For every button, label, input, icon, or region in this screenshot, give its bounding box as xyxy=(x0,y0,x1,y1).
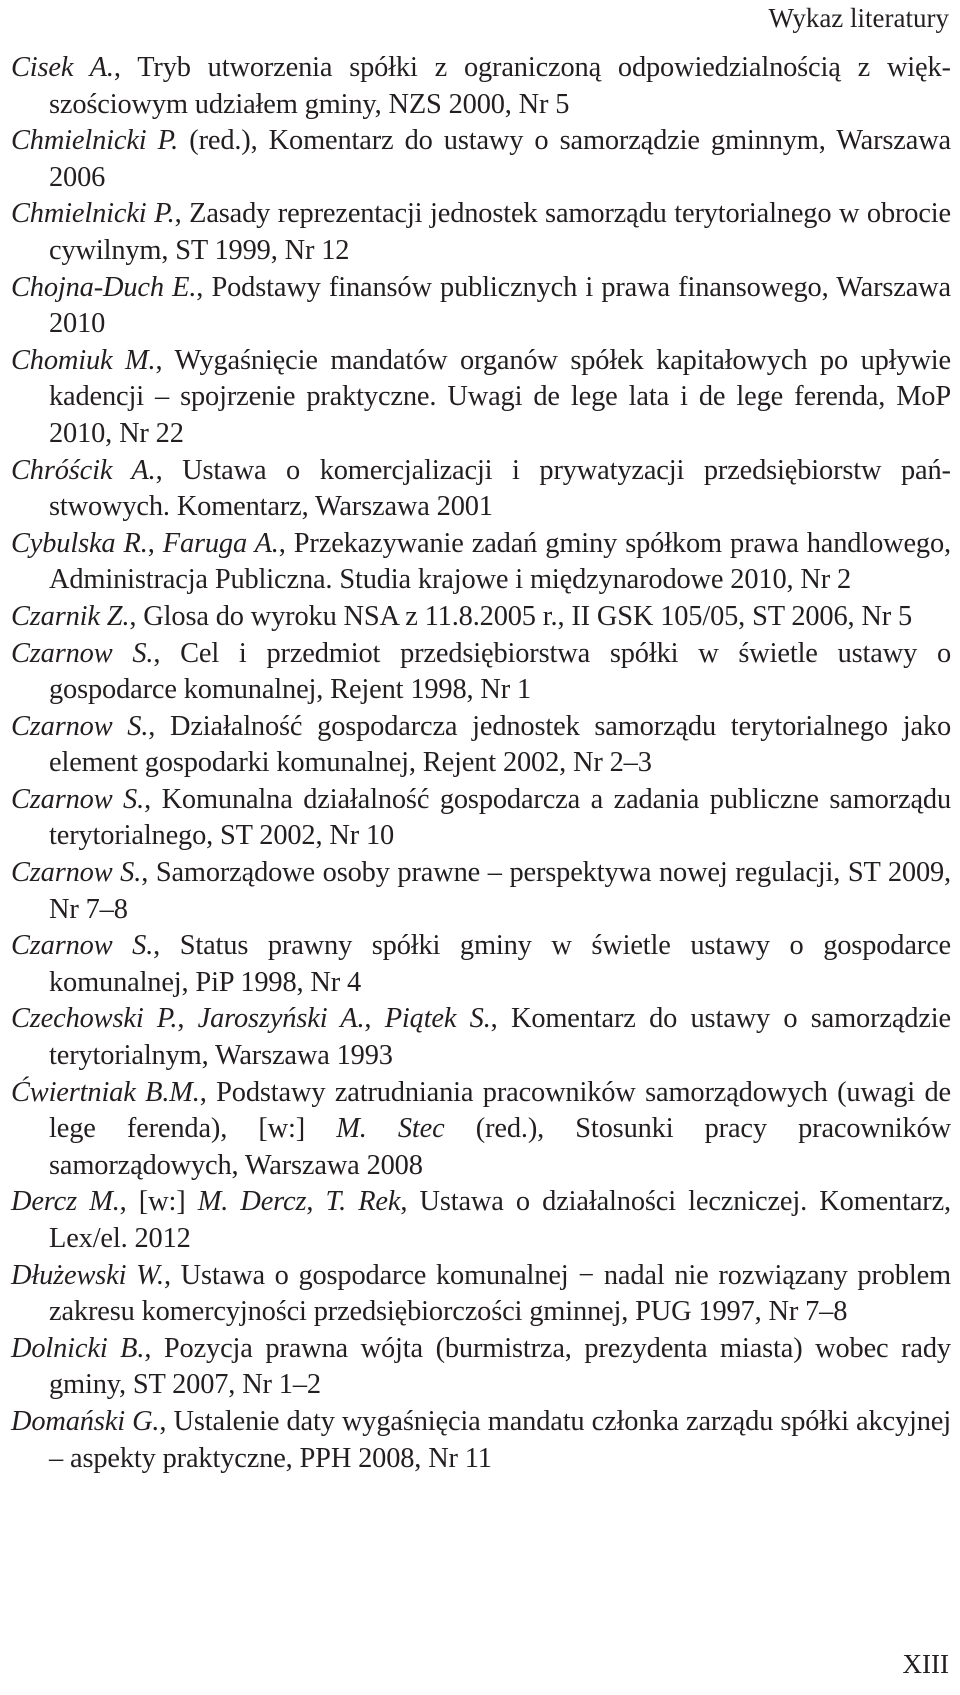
running-head: Wykaz literatury xyxy=(768,3,949,33)
entry-text: (red.), Komentarz do ustawy o samorządzie gminnym, Warszawa 2006 xyxy=(49,125,951,193)
bibliography-entry xyxy=(11,1184,951,1257)
bibliography-entry xyxy=(11,855,951,928)
entry-author: Cisek A. xyxy=(11,52,114,83)
entry-text: , Glosa do wyroku NSA z 11.8.2005 r., II GSK 105/05, ST 2006, Nr 5 xyxy=(129,600,913,632)
entry-text: , Ustalenie daty wygaśnięcia mandatu członka zarządu spółki akcyjnej – aspekty praktyczne, PPH 2008, Nr 11 xyxy=(49,1405,951,1474)
bibliography-entry xyxy=(11,1331,951,1404)
entry-author: T. Rek xyxy=(325,1186,401,1218)
entry-author: Czarnow S. xyxy=(11,783,145,815)
entry-text: , Przekazywanie zadań gminy spółkom prawa handlowego, Administracja Publiczna. Studia krajowe i międzynarodowe 2010, Nr 2 xyxy=(49,527,951,596)
entry-author: Jaroszyński A. xyxy=(197,1003,365,1035)
bibliography-entry xyxy=(11,1001,951,1074)
bibliography-entry xyxy=(11,196,951,269)
bibliography-entry xyxy=(11,1258,951,1331)
entry-text: , Ustawa o działalności leczniczej. Komentarz, Lex/el. 2012 xyxy=(49,1186,951,1254)
entry-author: Chmielnicki P. xyxy=(11,125,179,157)
entry-author: Czarnow S. xyxy=(11,930,154,962)
bibliography-entry xyxy=(11,636,951,709)
entry-text: , [w:] xyxy=(119,1186,198,1218)
bibliography-entry xyxy=(11,50,952,123)
bibliography-entry xyxy=(11,270,951,343)
entry-author: Czarnow S. xyxy=(11,710,149,742)
bibliography-entry xyxy=(11,343,951,453)
entry-author: Chomiuk M. xyxy=(11,344,156,376)
bibliography-entry xyxy=(11,1075,951,1185)
bibliography-entry xyxy=(11,928,951,1001)
entry-author: Czarnow S. xyxy=(11,857,142,889)
entry-text: , Ustawa o gospodarce komunalnej − nadal nie rozwiązany problem zakresu komercyjności przedsiębiorczości gminnej, PUG 1997, Nr 7–8 xyxy=(49,1259,951,1328)
entry-author: Dolnicki B. xyxy=(11,1332,145,1364)
entry-author: Faruga A. xyxy=(162,527,279,559)
entry-author: Chmielnicki P. xyxy=(11,198,175,230)
entry-author: Chróścik A. xyxy=(11,454,156,486)
entry-text: , Pozycja prawna wójta (burmistrza, prezydenta miasta) wobec rady gminy, ST 2007, Nr 1–2 xyxy=(49,1332,951,1401)
bibliography-entry xyxy=(11,1404,951,1477)
entry-text: , Działalność gospodarcza jednostek samorządu terytorialnego jako element gospodarki komunalnej, Rejent 2002, Nr 2–3 xyxy=(49,710,951,779)
entry-text: , Podstawy zatrudniania pracowników samorządowych (uwagi de lege ferenda), [w:] xyxy=(49,1076,951,1145)
entry-text: , Wygaśnięcie mandatów organów spółek kapitałowych po upływie kadencji – spojrzenie praktyczne. Uwagi de lege lata i de lege ferenda, MoP 2010, Nr 22 xyxy=(49,344,951,449)
bibliography-list xyxy=(11,50,951,1477)
bibliography-entry xyxy=(11,526,951,599)
bibliography-entry xyxy=(11,709,951,782)
entry-text: , Podstawy finansów publicznych i prawa finansowego, Warszawa 2010 xyxy=(49,271,951,340)
entry-text: , Komunalna działalność gospodarcza a zadania publiczne samorządu terytorialnego, ST 2002, Nr 10 xyxy=(49,783,951,852)
entry-author: Dercz M. xyxy=(11,1186,120,1218)
entry-text: , Tryb utworzenia spółki z ograniczoną odpowiedzialnością z większościowym udziałem gminy, NZS 2000, Nr 5 xyxy=(49,52,952,120)
entry-text: , Zasady reprezentacji jednostek samorządu terytorialnego w obrocie cywilnym, ST 1999, Nr 12 xyxy=(49,198,951,266)
entry-author: Piątek S. xyxy=(384,1003,491,1035)
bibliography-entry xyxy=(11,123,951,196)
entry-text: , Komentarz do ustawy o samorządzie terytorialnym, Warszawa 1993 xyxy=(49,1003,951,1072)
bibliography-entry xyxy=(11,599,951,636)
entry-text: , Ustawa o komercjalizacji i prywatyzacji przedsiębiorstw państwowych. Komentarz, Warszawa 2001 xyxy=(49,454,951,523)
entry-text: , Status prawny spółki gminy w świetle ustawy o gospodarce komunalnej, PiP 1998, Nr 4 xyxy=(49,930,951,998)
entry-author: Ćwiertniak B.M. xyxy=(11,1076,200,1108)
entry-author: M. Stec xyxy=(336,1113,445,1145)
bibliography-entry xyxy=(11,782,951,855)
entry-author: Czechowski P. xyxy=(11,1003,178,1035)
entry-text: , Cel i przedmiot przedsiębiorstwa spółki w świetle ustawy o gospodarce komunalnej, Rejent 1998, Nr 1 xyxy=(49,637,951,706)
page-number: XIII xyxy=(902,1649,949,1679)
entry-author: M. Dercz xyxy=(197,1186,307,1218)
entry-author: Dłużewski W. xyxy=(11,1259,164,1291)
entry-text: (red.), Stosunki pracy pracowników samorządowych, Warszawa 2008 xyxy=(49,1113,951,1181)
entry-author: Domański G. xyxy=(11,1405,160,1437)
entry-text: , xyxy=(364,1003,385,1035)
entry-author: Cybulska R. xyxy=(11,527,148,559)
entry-text: , xyxy=(177,1003,198,1035)
entry-author: Czarnow S. xyxy=(11,637,154,669)
bibliography-entry xyxy=(11,453,951,526)
entry-text: , Samorządowe osoby prawne – perspektywa nowej regulacji, ST 2009, Nr 7–8 xyxy=(49,857,951,925)
entry-text: , xyxy=(306,1186,326,1218)
entry-author: Chojna-Duch E. xyxy=(11,271,197,303)
entry-text: , xyxy=(147,527,163,559)
entry-author: Czarnik Z. xyxy=(11,600,130,632)
